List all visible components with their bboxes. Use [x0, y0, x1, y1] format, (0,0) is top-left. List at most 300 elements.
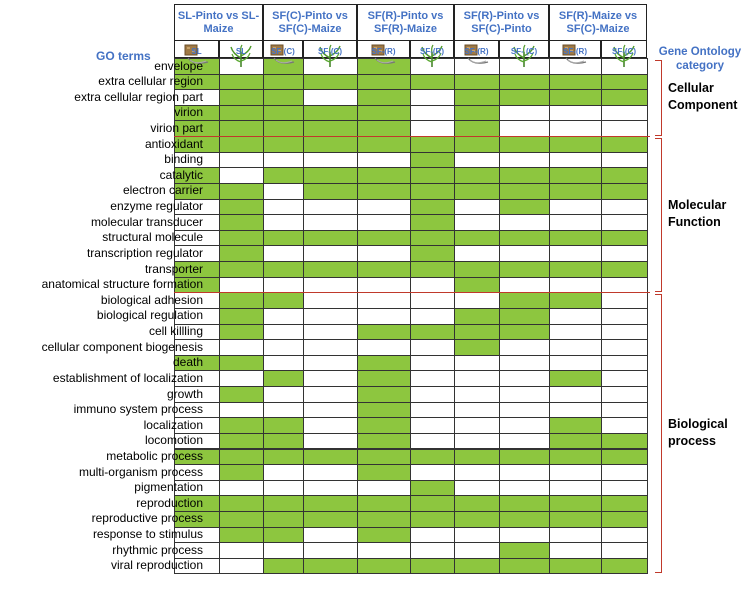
go-presence-cell	[263, 245, 304, 262]
go-presence-cell	[454, 511, 500, 528]
go-presence-cell	[601, 386, 648, 403]
go-presence-cell	[219, 167, 264, 184]
go-presence-cell	[454, 370, 500, 387]
go-presence-cell	[410, 183, 455, 200]
maize-sample-cell	[601, 40, 647, 58]
go-presence-cell	[219, 277, 264, 294]
sample-label: SL	[235, 47, 247, 56]
go-presence-cell	[499, 183, 550, 200]
go-presence-cell	[303, 183, 358, 200]
go-presence-cell	[601, 167, 648, 184]
go-presence-cell	[303, 495, 358, 512]
go-presence-cell	[303, 558, 358, 575]
go-presence-cell	[549, 324, 602, 341]
go-presence-cell	[357, 370, 411, 387]
sample-label: SF-(R)	[563, 47, 587, 56]
go-presence-cell	[410, 152, 455, 169]
go-presence-cell	[303, 433, 358, 450]
go-presence-cell	[410, 324, 455, 341]
go-presence-cell	[357, 261, 411, 278]
go-presence-cell	[303, 152, 358, 169]
go-term-label: rhythmic process	[112, 542, 203, 557]
go-presence-cell	[410, 277, 455, 294]
go-presence-cell	[263, 370, 304, 387]
go-presence-cell	[357, 386, 411, 403]
go-presence-cell	[499, 339, 550, 356]
go-presence-cell	[549, 292, 602, 309]
go-presence-cell	[499, 449, 550, 466]
go-presence-cell	[357, 355, 411, 372]
go-presence-cell	[454, 245, 500, 262]
go-presence-cell	[219, 261, 264, 278]
go-presence-cell	[549, 199, 602, 216]
go-presence-cell	[410, 230, 455, 247]
go-presence-cell	[454, 386, 500, 403]
go-presence-cell	[410, 199, 455, 216]
go-presence-cell	[601, 480, 648, 497]
go-presence-cell	[219, 74, 264, 91]
go-presence-cell	[454, 261, 500, 278]
go-presence-cell	[601, 199, 648, 216]
go-presence-cell	[499, 152, 550, 169]
go-presence-cell	[303, 355, 358, 372]
go-presence-cell	[410, 167, 455, 184]
go-presence-cell	[357, 433, 411, 450]
sample-label: SF (C)	[271, 47, 295, 56]
category-label: Cellular Component	[668, 81, 738, 113]
go-presence-cell	[410, 308, 455, 325]
go-presence-cell	[549, 464, 602, 481]
go-presence-cell	[410, 261, 455, 278]
go-presence-cell	[219, 355, 264, 372]
go-presence-cell	[454, 167, 500, 184]
go-presence-cell	[454, 355, 500, 372]
go-presence-cell	[357, 324, 411, 341]
go-term-label: catalytic	[159, 167, 203, 182]
go-presence-cell	[410, 527, 455, 544]
go-presence-cell	[357, 120, 411, 137]
go-presence-cell	[549, 558, 602, 575]
go-presence-cell	[303, 105, 358, 122]
go-presence-cell	[454, 308, 500, 325]
go-presence-cell	[357, 558, 411, 575]
go-presence-cell	[454, 74, 500, 91]
go-presence-cell	[263, 277, 304, 294]
go-presence-cell	[499, 199, 550, 216]
go-presence-cell	[499, 230, 550, 247]
go-presence-cell	[549, 355, 602, 372]
go-presence-cell	[219, 527, 264, 544]
go-presence-cell	[357, 89, 411, 106]
category-bracket	[655, 138, 662, 292]
go-term-label: extra cellular region	[98, 74, 203, 89]
go-presence-cell	[549, 511, 602, 528]
go-presence-cell	[357, 105, 411, 122]
go-presence-cell	[357, 214, 411, 231]
go-presence-cell	[263, 449, 304, 466]
go-presence-cell	[303, 542, 358, 559]
go-presence-cell	[549, 308, 602, 325]
sample-label: SF-(C)	[612, 47, 636, 56]
go-presence-cell	[303, 339, 358, 356]
go-presence-cell	[499, 386, 550, 403]
go-term-label: immuno system process	[73, 402, 203, 417]
go-presence-cell	[219, 370, 264, 387]
go-presence-cell	[410, 120, 455, 137]
sample-label: SL	[191, 47, 202, 56]
go-presence-cell	[263, 339, 304, 356]
go-term-label: response to stimulus	[92, 527, 203, 542]
go-presence-cell	[601, 74, 648, 91]
go-presence-cell	[263, 386, 304, 403]
go-presence-cell	[601, 417, 648, 434]
go-presence-cell	[549, 542, 602, 559]
category-label: Biological process	[668, 416, 728, 448]
go-presence-cell	[263, 167, 304, 184]
go-presence-cell	[549, 480, 602, 497]
go-presence-cell	[410, 214, 455, 231]
go-presence-cell	[499, 511, 550, 528]
sample-label: SF- (C)	[510, 47, 538, 56]
go-term-label: transcription regulator	[86, 245, 203, 260]
go-presence-cell	[357, 511, 411, 528]
go-presence-cell	[454, 324, 500, 341]
go-presence-cell	[303, 402, 358, 419]
go-presence-cell	[410, 449, 455, 466]
go-presence-cell	[263, 511, 304, 528]
sample-label: SF-(R)	[420, 47, 444, 56]
go-presence-cell	[499, 527, 550, 544]
go-presence-cell	[499, 355, 550, 372]
go-presence-cell	[263, 199, 304, 216]
category-divider	[174, 292, 650, 294]
go-presence-cell	[357, 527, 411, 544]
comparison-header: SF(C)-Pinto vs SF(C)-Maize	[263, 4, 357, 40]
go-presence-cell	[219, 292, 264, 309]
go-presence-cell	[410, 292, 455, 309]
go-presence-cell	[263, 464, 304, 481]
go-term-label: cell killling	[148, 324, 203, 339]
go-presence-cell	[263, 324, 304, 341]
go-presence-cell	[263, 417, 304, 434]
category-bracket	[655, 60, 662, 136]
go-presence-cell	[499, 105, 550, 122]
go-presence-cell	[303, 511, 358, 528]
go-presence-cell	[263, 183, 304, 200]
go-presence-cell	[454, 433, 500, 450]
go-presence-cell	[454, 89, 500, 106]
go-presence-cell	[454, 480, 500, 497]
sample-label: SF-(C)	[318, 47, 342, 56]
go-presence-cell	[219, 402, 264, 419]
go-presence-cell	[219, 136, 264, 153]
go-presence-cell	[303, 292, 358, 309]
go-presence-cell	[549, 152, 602, 169]
go-presence-cell	[303, 230, 358, 247]
go-term-label: molecular transducer	[90, 214, 203, 229]
go-presence-cell	[549, 449, 602, 466]
go-presence-cell	[219, 324, 264, 341]
go-presence-cell	[499, 324, 550, 341]
go-presence-cell	[601, 230, 648, 247]
go-presence-cell	[357, 542, 411, 559]
maize-sample-cell	[219, 40, 263, 58]
go-presence-cell	[601, 370, 648, 387]
comparison-header: SF(R)-Maize vs SF(C)-Maize	[549, 4, 647, 40]
go-presence-cell	[410, 464, 455, 481]
go-presence-cell	[499, 558, 550, 575]
go-presence-cell	[601, 152, 648, 169]
go-presence-cell	[454, 558, 500, 575]
go-presence-cell	[303, 199, 358, 216]
go-presence-cell	[410, 339, 455, 356]
go-presence-cell	[454, 339, 500, 356]
go-presence-cell	[601, 355, 648, 372]
go-term-label: antioxidant	[144, 136, 203, 151]
go-presence-cell	[601, 277, 648, 294]
go-presence-cell	[454, 120, 500, 137]
go-presence-cell	[549, 230, 602, 247]
go-presence-cell	[357, 464, 411, 481]
go-presence-cell	[357, 183, 411, 200]
go-presence-cell	[410, 245, 455, 262]
go-presence-cell	[499, 136, 550, 153]
go-presence-cell	[499, 495, 550, 512]
go-presence-cell	[410, 558, 455, 575]
go-presence-cell	[454, 402, 500, 419]
go-presence-cell	[601, 527, 648, 544]
go-term-label: reproductive process	[91, 511, 203, 526]
go-presence-cell	[601, 324, 648, 341]
go-presence-cell	[357, 230, 411, 247]
go-presence-cell	[303, 370, 358, 387]
go-presence-cell	[499, 542, 550, 559]
go-presence-cell	[357, 152, 411, 169]
go-presence-cell	[357, 74, 411, 91]
go-presence-cell	[410, 74, 455, 91]
go-presence-cell	[454, 527, 500, 544]
go-presence-cell	[263, 214, 304, 231]
go-presence-cell	[454, 183, 500, 200]
go-presence-cell	[303, 120, 358, 137]
category-divider	[174, 136, 650, 138]
go-presence-cell	[357, 199, 411, 216]
go-presence-cell	[549, 136, 602, 153]
go-presence-cell	[410, 480, 455, 497]
go-presence-cell	[357, 136, 411, 153]
go-presence-cell	[263, 558, 304, 575]
go-presence-cell	[219, 214, 264, 231]
go-term-label: virion part	[150, 120, 203, 135]
go-presence-cell	[410, 89, 455, 106]
go-presence-cell	[454, 495, 500, 512]
go-presence-cell	[454, 214, 500, 231]
go-presence-cell	[601, 105, 648, 122]
go-presence-cell	[454, 449, 500, 466]
go-presence-cell	[499, 464, 550, 481]
go-presence-cell	[601, 183, 648, 200]
pinto-sample-cell	[263, 40, 303, 58]
go-presence-cell	[454, 542, 500, 559]
comparison-header: SL-Pinto vs SL-Maize	[174, 4, 263, 40]
go-presence-cell	[263, 480, 304, 497]
go-term-label: virion	[174, 105, 203, 120]
go-presence-cell	[263, 152, 304, 169]
go-presence-cell	[219, 339, 264, 356]
go-presence-cell	[357, 277, 411, 294]
maize-sample-cell	[303, 40, 357, 58]
go-presence-cell	[601, 245, 648, 262]
category-label: Molecular Function	[668, 198, 727, 230]
go-presence-cell	[219, 386, 264, 403]
go-presence-cell	[454, 464, 500, 481]
go-presence-cell	[263, 105, 304, 122]
go-presence-cell	[357, 402, 411, 419]
go-presence-cell	[303, 74, 358, 91]
pinto-sample-cell	[549, 40, 601, 58]
go-presence-cell	[263, 261, 304, 278]
go-presence-cell	[454, 199, 500, 216]
go-presence-cell	[499, 308, 550, 325]
go-presence-cell	[410, 402, 455, 419]
go-presence-cell	[549, 214, 602, 231]
go-presence-cell	[219, 199, 264, 216]
go-presence-cell	[549, 417, 602, 434]
go-presence-cell	[601, 558, 648, 575]
pinto-sample-cell	[454, 40, 499, 58]
go-presence-cell	[303, 449, 358, 466]
go-presence-cell	[410, 105, 455, 122]
go-presence-cell	[549, 120, 602, 137]
go-presence-cell	[601, 89, 648, 106]
go-presence-cell	[549, 433, 602, 450]
go-term-label: electron carrier	[122, 183, 203, 198]
sample-label: SF-(R)	[464, 47, 489, 56]
go-presence-cell	[263, 542, 304, 559]
go-presence-cell	[549, 89, 602, 106]
go-presence-cell	[263, 527, 304, 544]
go-term-label: structural molecule	[102, 230, 203, 245]
go-presence-cell	[303, 167, 358, 184]
go-presence-cell	[549, 495, 602, 512]
sample-label: SF-(R)	[371, 47, 396, 56]
go-presence-cell	[601, 261, 648, 278]
go-presence-cell	[357, 495, 411, 512]
go-presence-cell	[549, 386, 602, 403]
go-presence-cell	[410, 355, 455, 372]
go-presence-cell	[601, 136, 648, 153]
go-term-label: enzyme regulator	[110, 199, 203, 214]
go-term-label: viral reproduction	[110, 558, 203, 573]
go-presence-cell	[219, 417, 264, 434]
go-presence-cell	[454, 152, 500, 169]
go-presence-cell	[410, 433, 455, 450]
category-bracket	[655, 294, 662, 573]
go-presence-cell	[303, 324, 358, 341]
go-term-label: biological adhesion	[100, 292, 203, 307]
go-presence-cell	[601, 542, 648, 559]
go-presence-cell	[263, 402, 304, 419]
go-presence-cell	[549, 167, 602, 184]
go-presence-cell	[499, 370, 550, 387]
go-presence-cell	[410, 495, 455, 512]
go-term-label: reproduction	[136, 495, 203, 510]
go-presence-cell	[499, 277, 550, 294]
go-presence-cell	[499, 261, 550, 278]
go-presence-cell	[499, 402, 550, 419]
go-presence-cell	[549, 183, 602, 200]
go-presence-cell	[303, 386, 358, 403]
go-presence-cell	[601, 292, 648, 309]
go-presence-cell	[499, 417, 550, 434]
maize-sample-cell	[499, 40, 549, 58]
go-presence-cell	[549, 370, 602, 387]
go-presence-cell	[499, 245, 550, 262]
go-presence-cell	[454, 230, 500, 247]
go-presence-cell	[357, 449, 411, 466]
go-term-label: cellular component biogenesis	[41, 339, 203, 354]
go-terms-header: GO terms	[96, 49, 151, 63]
go-presence-cell	[549, 74, 602, 91]
go-presence-cell	[303, 464, 358, 481]
go-presence-cell	[454, 417, 500, 434]
go-term-label: localization	[143, 417, 203, 432]
go-presence-cell	[601, 495, 648, 512]
go-presence-cell	[549, 527, 602, 544]
go-presence-cell	[219, 464, 264, 481]
go-presence-cell	[499, 214, 550, 231]
go-presence-cell	[410, 386, 455, 403]
go-presence-cell	[454, 292, 500, 309]
go-presence-cell	[303, 245, 358, 262]
go-term-label: envelope	[154, 58, 203, 73]
go-presence-cell	[357, 480, 411, 497]
go-term-label: anatomical structure formation	[41, 277, 203, 292]
go-presence-cell	[263, 292, 304, 309]
go-presence-cell	[303, 527, 358, 544]
go-presence-cell	[410, 511, 455, 528]
go-presence-cell	[263, 89, 304, 106]
go-presence-cell	[219, 245, 264, 262]
go-presence-cell	[263, 355, 304, 372]
pinto-sample-cell	[357, 40, 410, 58]
go-term-label: multi-organism process	[78, 464, 203, 479]
go-presence-cell	[303, 417, 358, 434]
go-presence-cell	[219, 433, 264, 450]
go-presence-cell	[499, 480, 550, 497]
go-presence-cell	[357, 292, 411, 309]
go-presence-cell	[219, 480, 264, 497]
go-presence-cell	[601, 433, 648, 450]
go-term-label: pigmentation	[134, 480, 203, 495]
go-presence-cell	[219, 105, 264, 122]
go-term-label: establishment of localization	[52, 370, 203, 385]
go-presence-cell	[601, 449, 648, 466]
go-presence-cell	[303, 136, 358, 153]
go-presence-cell	[549, 105, 602, 122]
go-presence-cell	[263, 230, 304, 247]
go-presence-cell	[454, 105, 500, 122]
go-presence-cell	[601, 511, 648, 528]
go-presence-cell	[263, 495, 304, 512]
go-presence-cell	[499, 433, 550, 450]
go-presence-cell	[219, 558, 264, 575]
go-presence-cell	[219, 183, 264, 200]
go-presence-cell	[357, 167, 411, 184]
go-presence-cell	[410, 370, 455, 387]
pinto-sample-cell	[174, 40, 219, 58]
go-presence-cell	[410, 136, 455, 153]
